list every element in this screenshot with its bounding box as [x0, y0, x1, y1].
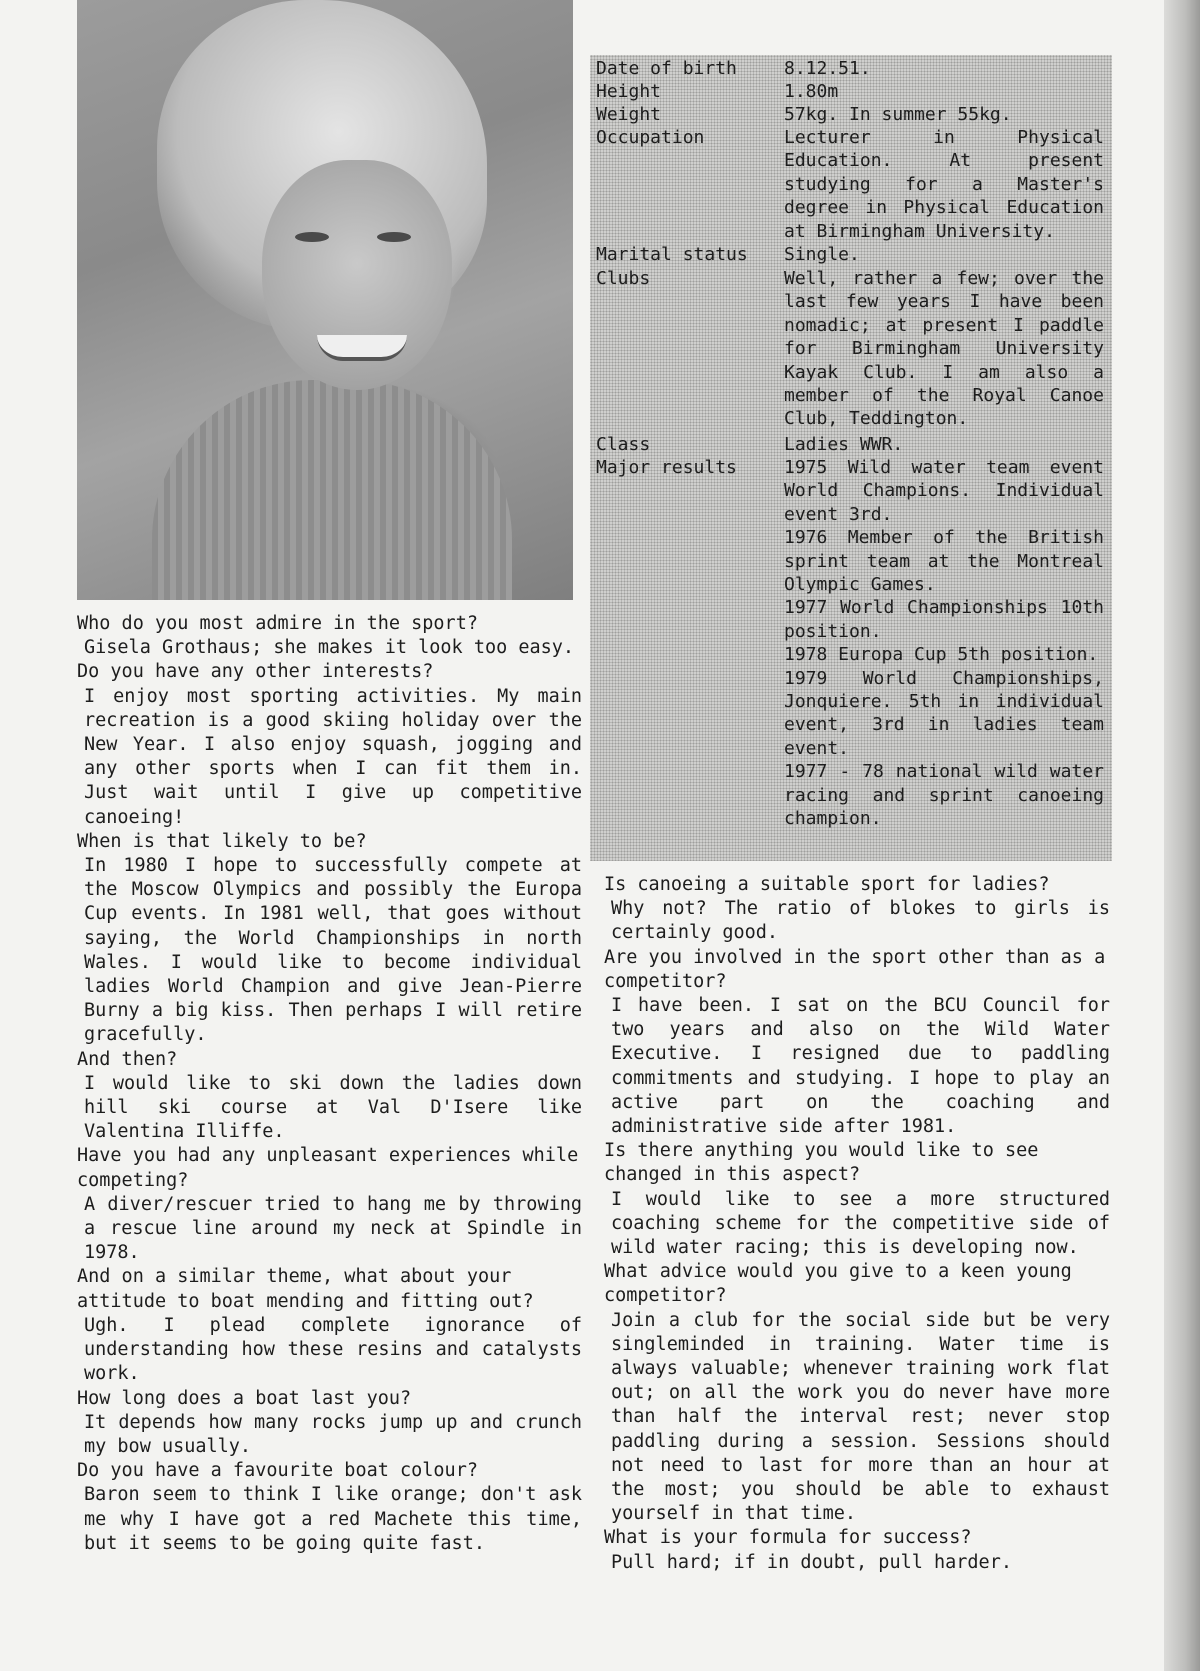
answer: Baron seem to think I like orange; don't ask me why I have got a red Machete this time, but it seems to be going quite fast.: [84, 1484, 582, 1554]
page-edge: [1164, 0, 1200, 1671]
profile-stats-box: [590, 55, 1112, 861]
portrait-photo: [77, 0, 573, 600]
interview-right-column: [604, 873, 1110, 1575]
stat-label: Occupation: [596, 127, 705, 148]
question: When is that likely to be?: [77, 830, 367, 852]
answer: It depends how many rocks jump up and crunch my bow usually.: [84, 1411, 582, 1457]
major-results-list: [784, 456, 1104, 831]
answer: I have been. I sat on the BCU Council for two years and also on the Wild Water Executive. I resigned due to paddling commitments and studying. I hope to play an active part on the coaching and administrative side after 1981.: [611, 995, 1110, 1138]
answer: A diver/rescuer tried to hang me by throwing a rescue line around my neck at Spindle in 1978.: [84, 1193, 582, 1264]
question: Is there anything you would like to see changed in this aspect?: [604, 1140, 1039, 1186]
result-item: 1977 - 78 national wild water racing and sprint canoeing champion.: [784, 761, 1104, 830]
question: And on a similar theme, what about your attitude to boat mending and fitting out?: [77, 1266, 534, 1312]
stat-label: Date of birth: [596, 58, 737, 79]
result-item: 1979 World Championships, Jonquiere. 5th in individual event, 3rd in ladies team event.: [784, 667, 1104, 759]
question: Have you had any unpleasant experiences while competing?: [77, 1145, 579, 1191]
result-item: 1976 Member of the British sprint team at the Montreal Olympic Games.: [784, 527, 1104, 596]
interview-left-column: [77, 612, 582, 1556]
question: Is canoeing a suitable sport for ladies?: [604, 874, 1050, 895]
stat-label: Height: [596, 81, 662, 102]
question: And then?: [77, 1048, 178, 1070]
answer: In 1980 I hope to successfully compete at the Moscow Olympics and possibly the Europa Cup events. In 1981 well, that goes without saying, the World Championships in north Wales. I would like to become individual ladies World Champion and give Jean-Pierre Burny a big kiss. Then perhaps I will retire gracefully.: [84, 855, 582, 1046]
answer: I would like to see a more structured coaching scheme for the competitive side of wild water racing; this is developing now.: [611, 1188, 1110, 1259]
stat-value: 8.12.51.: [784, 58, 871, 79]
answer: I enjoy most sporting activities. My main recreation is a good skiing holiday over the New Year. I also enjoy squash, jogging and any other sports when I can fit them in. Just wait until I give up competitive canoeing!: [84, 685, 582, 828]
answer: Gisela Grothaus; she makes it look too easy.: [84, 637, 575, 659]
answer: Ugh. I plead complete ignorance of understanding how these resins and catalysts work.: [84, 1314, 582, 1385]
question: Are you involved in the sport other than as a competitor?: [604, 946, 1106, 992]
photo-sweater: [152, 380, 512, 600]
stat-value: 57kg. In summer 55kg.: [784, 104, 1012, 125]
result-item: 1975 Wild water team event World Champions. Individual event 3rd.: [784, 457, 1104, 525]
stat-value: 1.80m: [784, 81, 839, 102]
stat-label: Class: [596, 434, 651, 455]
question: How long does a boat last you?: [77, 1387, 412, 1409]
question: What advice would you give to a keen young competitor?: [604, 1261, 1072, 1307]
stat-value: Well, rather a few; over the last few years I have been nomadic; at present I paddle for Birmingham University Kayak Club. I am also a member of the Royal Canoe Club, Teddington.: [784, 268, 1104, 430]
stat-label: Weight: [596, 104, 662, 125]
answer: Join a club for the social side but be very singleminded in training. Water time is always valuable; whenever training work flat out; on all the work you do never have more than half the interval rest; never stop paddling during a session. Sessions should not need to last for more than an hour at the most; you should be able to exhaust yourself in that time.: [611, 1309, 1110, 1525]
stat-label: Marital status: [596, 244, 748, 265]
stat-label: Clubs: [596, 268, 651, 289]
result-item: 1978 Europa Cup 5th position.: [784, 644, 1099, 666]
question: What is your formula for success?: [604, 1527, 972, 1549]
answer: Pull hard; if in doubt, pull harder.: [611, 1551, 1012, 1573]
question: Do you have a favourite boat colour?: [77, 1460, 478, 1482]
photo-eye-right: [377, 232, 411, 242]
photo-smile: [317, 335, 407, 361]
stat-value: Ladies WWR.: [784, 434, 904, 455]
answer: I would like to ski down the ladies down hill ski course at Val D'Isere like Valentina Illiffe.: [84, 1072, 582, 1143]
answer: Why not? The ratio of blokes to girls is certainly good.: [611, 898, 1110, 944]
result-item: 1977 World Championships 10th position.: [784, 597, 1104, 642]
stat-value: Single.: [784, 244, 860, 265]
stat-label: Major results: [596, 457, 737, 478]
stat-value: Lecturer in Physical Education. At present studying for a Master's degree in Physical Education at Birmingham University.: [784, 127, 1104, 242]
question: Do you have any other interests?: [77, 661, 434, 683]
photo-eye-left: [295, 232, 329, 242]
question: Who do you most admire in the sport?: [77, 613, 478, 634]
